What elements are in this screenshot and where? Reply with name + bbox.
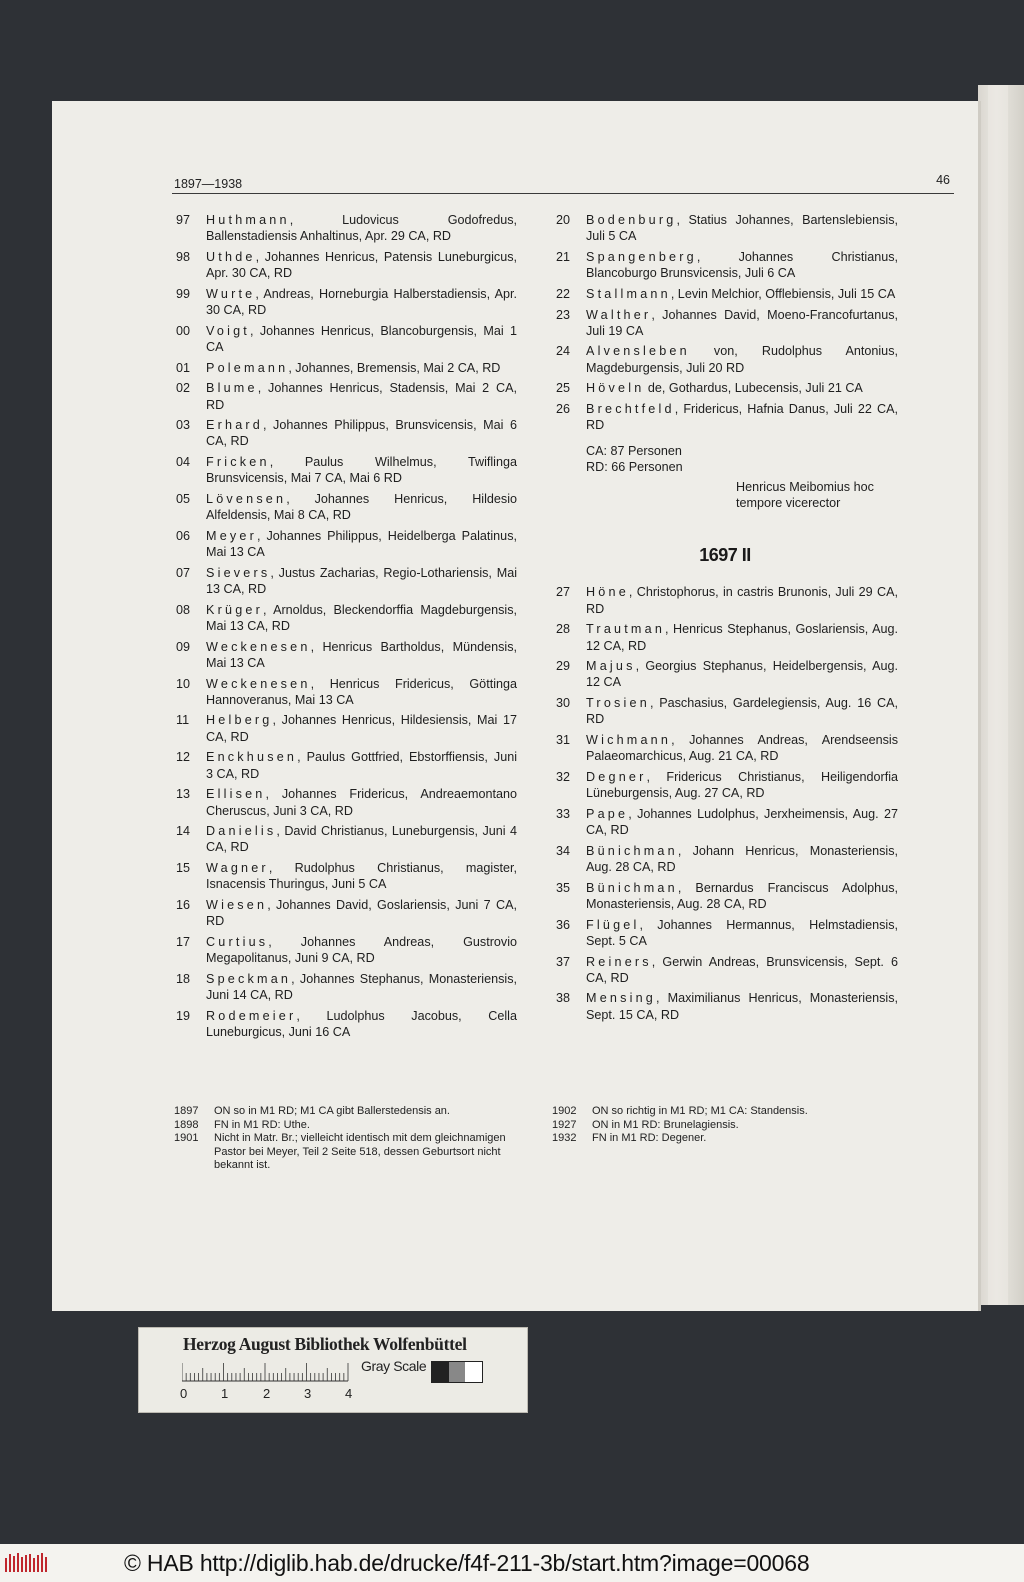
entry-surname: Wiesen bbox=[206, 898, 268, 913]
entry-details: de, Gothardus, Lubecensis, Juli 21 CA bbox=[644, 381, 863, 396]
entry-number: 31 bbox=[556, 733, 571, 748]
register-entry bbox=[172, 676, 517, 708]
register-entry bbox=[552, 990, 898, 1022]
register-entry bbox=[552, 380, 898, 396]
entry-details: , Henricus Stephanus, Goslariensis, Aug. 12 CA, RD bbox=[586, 622, 898, 653]
footnote bbox=[552, 1105, 912, 1119]
entry-surname: Reiners bbox=[586, 954, 652, 969]
footnote bbox=[552, 1132, 912, 1146]
entry-details: , Levin Melchior, Offlebiensis, Juli 15 CA bbox=[670, 286, 896, 301]
ruler-digit: 2 bbox=[263, 1386, 271, 1401]
entry-number: 30 bbox=[556, 696, 571, 711]
entry-details: , Johannes Henricus, Hildesio Alfeldensis, Mai 8 CA, RD bbox=[206, 492, 517, 523]
register-entry bbox=[552, 954, 898, 986]
entry-details: , Arnoldus, Bleckendorffia Magdeburgensis, Mai 13 CA, RD bbox=[206, 602, 517, 633]
register-entry bbox=[172, 602, 517, 634]
entry-details: , Paschasius, Gardelegiensis, Aug. 16 CA, RD bbox=[586, 696, 898, 727]
footnote-key: 1932 bbox=[552, 1132, 577, 1145]
entry-number: 06 bbox=[176, 528, 191, 543]
entry-details: , David Christianus, Luneburgensis, Juni 4 CA, RD bbox=[206, 824, 517, 855]
entry-surname: Trosien bbox=[586, 696, 650, 711]
entry-surname: Majus bbox=[586, 659, 636, 674]
entry-details: , Johannes Henricus, Blancoburgensis, Mai 1 CA bbox=[206, 323, 517, 354]
entry-surname: Uthde bbox=[206, 249, 256, 264]
register-entry bbox=[172, 249, 517, 281]
right-column bbox=[552, 212, 898, 1027]
entry-number: 13 bbox=[176, 787, 191, 802]
entry-text bbox=[586, 769, 898, 801]
register-entry bbox=[172, 639, 517, 671]
entry-surname: Curtius bbox=[206, 934, 269, 949]
footnote-text: Nicht in Matr. Br.; vielleicht identisch mit dem gleichnamigen Pastor bei Meyer, Teil 2 Seite 518, dessen Geburtsort nicht bekannt ist. bbox=[214, 1132, 506, 1172]
register-entry bbox=[172, 528, 517, 560]
entry-surname: Huthmann bbox=[206, 213, 290, 227]
register-entry bbox=[552, 286, 898, 302]
entry-text bbox=[586, 806, 898, 838]
register-entry bbox=[552, 621, 898, 653]
entry-details: , Henricus Fridericus, Göttinga Hannoveranus, Mai 13 CA bbox=[206, 676, 517, 707]
entry-details: , Johannes Andreas, Gustrovio Megapolitanus, Juni 9 CA, RD bbox=[206, 934, 517, 966]
entry-number: 28 bbox=[556, 622, 571, 637]
entry-surname: Blume bbox=[206, 381, 258, 396]
entry-number: 18 bbox=[176, 971, 191, 986]
entry-details: , Johannes, Bremensis, Mai 2 CA, RD bbox=[288, 360, 501, 375]
entry-surname: Degner bbox=[586, 769, 647, 784]
entry-surname: Polemann bbox=[206, 360, 289, 375]
register-entry bbox=[172, 454, 517, 486]
entry-details: , Johannes Hermannus, Helmstadiensis, Sept. 5 CA bbox=[586, 917, 898, 948]
footnote-key: 1902 bbox=[552, 1105, 577, 1117]
entry-surname: Sievers bbox=[206, 565, 271, 580]
entry-text bbox=[586, 621, 898, 653]
entry-surname: Höne bbox=[586, 585, 629, 600]
entry-text bbox=[206, 602, 517, 634]
entry-surname: Meyer bbox=[206, 528, 257, 543]
entry-number: 02 bbox=[176, 381, 191, 396]
entry-number: 33 bbox=[556, 806, 571, 821]
entry-number: 10 bbox=[176, 676, 191, 691]
register-entry bbox=[552, 732, 898, 764]
entry-surname: Erhard bbox=[206, 418, 263, 433]
entry-surname: Höveln bbox=[586, 381, 645, 396]
entry-text bbox=[206, 360, 517, 376]
section-heading: 1697 II bbox=[699, 545, 751, 566]
entry-details: , Statius Johannes, Bartenslebiensis, Juli 5 CA bbox=[586, 213, 898, 244]
entry-text bbox=[206, 491, 517, 523]
entry-surname: Fricken bbox=[206, 455, 270, 470]
register-entry bbox=[172, 491, 517, 523]
entry-number: 32 bbox=[556, 769, 571, 784]
entry-surname: Trautman bbox=[586, 622, 666, 637]
entry-surname: Bodenburg bbox=[586, 213, 677, 227]
entry-number: 16 bbox=[176, 898, 191, 913]
entry-details: , Johannes Philippus, Brunsvicensis, Mai 6 CA, RD bbox=[206, 418, 517, 449]
register-entry bbox=[172, 417, 517, 449]
entry-text bbox=[206, 860, 517, 892]
library-name: Herzog August Bibliothek Wolfenbüttel bbox=[183, 1334, 467, 1354]
register-entry bbox=[172, 749, 517, 781]
footnote bbox=[174, 1105, 534, 1119]
entry-details: , Johannes Ludolphus, Jerxheimensis, Aug. 27 CA, RD bbox=[586, 806, 898, 838]
entry-details: , Johannes David, Moeno-Francofurtanus, Juli 19 CA bbox=[586, 307, 898, 338]
library-color-chart bbox=[138, 1327, 528, 1413]
entry-text bbox=[206, 565, 517, 597]
entry-text bbox=[206, 639, 517, 671]
ruler-digit: 3 bbox=[304, 1386, 312, 1401]
gray-scale-label: Gray Scale bbox=[361, 1358, 427, 1374]
footnote-text: ON so richtig in M1 RD; M1 CA: Standensis. bbox=[592, 1105, 808, 1117]
entry-text bbox=[586, 380, 898, 396]
register-entry bbox=[172, 786, 517, 818]
entry-details: , Ludolphus Jacobus, Cella Luneburgicus, Juni 16 CA bbox=[206, 1008, 517, 1039]
entry-surname: Speckman bbox=[206, 971, 292, 986]
entry-text bbox=[206, 528, 517, 560]
entry-text bbox=[206, 417, 517, 449]
entry-number: 03 bbox=[176, 418, 191, 433]
register-entry bbox=[552, 806, 898, 838]
entry-text bbox=[586, 343, 898, 375]
entry-text bbox=[206, 286, 517, 318]
entry-text bbox=[586, 990, 898, 1022]
entry-details: , Gerwin Andreas, Brunsvicensis, Sept. 6 CA, RD bbox=[586, 954, 898, 985]
register-entry bbox=[172, 360, 517, 376]
rector-line-1: Henricus Meibomius hoc bbox=[736, 480, 874, 495]
entry-number: 11 bbox=[176, 713, 190, 728]
entry-details: , Paulus Wilhelmus, Twiflinga Brunsvicensis, Mai 7 CA, Mai 6 RD bbox=[206, 455, 517, 486]
entry-number: 23 bbox=[556, 307, 571, 322]
entry-surname: Voigt bbox=[206, 323, 251, 338]
register-entry bbox=[552, 584, 898, 616]
entry-surname: Helberg bbox=[206, 713, 273, 728]
entry-number: 17 bbox=[176, 934, 191, 949]
entry-surname: Wurte bbox=[206, 286, 256, 301]
entry-details: , Georgius Stephanus, Heidelbergensis, Aug. 12 CA bbox=[586, 659, 898, 690]
entry-details: , Johann Henricus, Monasteriensis, Aug. 28 CA, RD bbox=[586, 843, 898, 874]
entry-text bbox=[586, 286, 898, 302]
footnotes-right bbox=[552, 1105, 912, 1146]
entry-details: , Ludovicus Godofredus, Ballenstadiensis Anhaltinus, Apr. 29 CA, RD bbox=[206, 213, 517, 244]
entry-number: 27 bbox=[556, 585, 571, 600]
entry-number: 38 bbox=[556, 991, 571, 1006]
entry-surname: Alvensleben bbox=[586, 344, 690, 359]
source-url-link[interactable]: © HAB http://diglib.hab.de/drucke/f4f-211-3b/start.htm?image=00068 bbox=[124, 1550, 810, 1576]
footnote-key: 1898 bbox=[174, 1118, 199, 1131]
entry-surname: Weckenesen bbox=[206, 676, 311, 691]
entry-details: , Johannes Henricus, Hildesiensis, Mai 17 CA, RD bbox=[206, 713, 517, 744]
entry-text bbox=[586, 212, 898, 244]
page-number: 46 bbox=[936, 173, 950, 187]
summary-ca: CA: 87 Personen bbox=[586, 444, 682, 459]
entry-number: 08 bbox=[176, 602, 191, 617]
running-head bbox=[172, 173, 954, 194]
entry-details: , Johannes Christianus, Blancoburgo Brunsvicensis, Juli 6 CA bbox=[586, 249, 898, 281]
ruler-scale bbox=[182, 1362, 360, 1382]
register-entry bbox=[172, 212, 517, 244]
entry-surname: Bünichman bbox=[586, 880, 678, 895]
entry-number: 97 bbox=[176, 213, 191, 227]
entry-number: 04 bbox=[176, 455, 191, 470]
entry-text bbox=[586, 732, 898, 764]
register-entry bbox=[172, 860, 517, 892]
entry-text bbox=[586, 584, 898, 616]
entry-number: 15 bbox=[176, 861, 191, 876]
entry-surname: Stallmann bbox=[586, 286, 671, 301]
rector-line-2: tempore vicerector bbox=[736, 496, 841, 511]
entry-number: 24 bbox=[556, 344, 571, 359]
register-entry bbox=[552, 249, 898, 281]
register-entry bbox=[172, 323, 517, 355]
entry-details: , Johannes Henricus, Patensis Luneburgicus, Apr. 30 CA, RD bbox=[206, 249, 517, 281]
register-entry bbox=[172, 712, 517, 744]
entry-details: , Johannes Andreas, Arendseensis Palaeomarchicus, Aug. 21 CA, RD bbox=[586, 733, 898, 764]
entry-text bbox=[206, 323, 517, 355]
entry-number: 14 bbox=[176, 824, 191, 839]
entry-details: , Henricus Bartholdus, Mündensis, Mai 13 CA bbox=[206, 639, 517, 670]
entry-number: 21 bbox=[556, 249, 571, 264]
entry-number: 34 bbox=[556, 843, 571, 858]
entry-text bbox=[586, 249, 898, 281]
entry-text bbox=[586, 880, 898, 912]
entry-number: 20 bbox=[556, 213, 571, 227]
footnote-text: FN in M1 RD: Uthe. bbox=[214, 1118, 310, 1131]
entry-details: , Johannes Henricus, Stadensis, Mai 2 CA, RD bbox=[206, 381, 517, 412]
entry-surname: Lövensen bbox=[206, 492, 287, 507]
entry-surname: Enckhusen bbox=[206, 750, 298, 765]
entry-details: von, Rudolphus Antonius, Magdeburgensis, Juli 20 RD bbox=[586, 344, 898, 375]
entry-number: 12 bbox=[176, 750, 191, 765]
entry-surname: Wagner bbox=[206, 861, 269, 876]
register-entry bbox=[172, 380, 517, 412]
entry-details: , Johannes Stephanus, Monasteriensis, Juni 14 CA, RD bbox=[206, 971, 517, 1003]
footnote-key: 1897 bbox=[174, 1105, 199, 1117]
register-entry bbox=[552, 880, 898, 912]
entry-number: 99 bbox=[176, 286, 191, 301]
ruler-digit: 0 bbox=[180, 1386, 188, 1401]
entry-surname: Brechtfeld bbox=[586, 402, 675, 417]
register-entry bbox=[172, 286, 517, 318]
entry-details: , Rudolphus Christianus, magister, Isnacensis Thuringus, Juni 5 CA bbox=[206, 861, 517, 892]
entry-surname: Bünichman bbox=[586, 843, 678, 858]
entry-details: , Johannes Philippus, Heidelberga Palatinus, Mai 13 CA bbox=[206, 528, 517, 560]
entry-surname: Krüger bbox=[206, 602, 263, 617]
register-entry bbox=[172, 1008, 517, 1040]
register-entry bbox=[172, 971, 517, 1003]
entry-text bbox=[586, 401, 898, 433]
register-entry bbox=[552, 769, 898, 801]
entry-text bbox=[206, 749, 517, 781]
register-entry bbox=[552, 695, 898, 727]
entry-surname: Mensing bbox=[586, 991, 657, 1006]
entry-number: 00 bbox=[176, 323, 191, 338]
footnote-key: 1901 bbox=[174, 1132, 199, 1145]
entry-details: , Fridericus, Hafnia Danus, Juli 22 CA, RD bbox=[586, 402, 898, 433]
entry-surname: Weckenesen bbox=[206, 639, 311, 654]
entry-text bbox=[206, 823, 517, 855]
footnote-key: 1927 bbox=[552, 1118, 577, 1131]
entry-number: 05 bbox=[176, 492, 191, 507]
summary-counts bbox=[552, 443, 898, 475]
footnote bbox=[552, 1119, 912, 1133]
entry-details: , Christophorus, in castris Brunonis, Juli 29 CA, RD bbox=[586, 585, 898, 616]
entry-surname: Rodemeier bbox=[206, 1008, 297, 1023]
entry-details: , Maximilianus Henricus, Monasteriensis, Sept. 15 CA, RD bbox=[586, 991, 898, 1022]
register-entry bbox=[172, 934, 517, 966]
summary-rd: RD: 66 Personen bbox=[586, 460, 683, 475]
viewer-footer bbox=[0, 1544, 1024, 1582]
entry-surname: Danielis bbox=[206, 824, 277, 839]
entry-text bbox=[206, 454, 517, 486]
register-entry bbox=[552, 307, 898, 339]
entry-text bbox=[206, 380, 517, 412]
entry-text bbox=[586, 917, 898, 949]
entry-text bbox=[206, 249, 517, 281]
entry-text bbox=[206, 1008, 517, 1040]
entry-text bbox=[586, 307, 898, 339]
entry-number: 01 bbox=[176, 360, 191, 375]
footnote-text: ON in M1 RD: Brunelagiensis. bbox=[592, 1118, 739, 1131]
footnote-text: FN in M1 RD: Degener. bbox=[592, 1132, 707, 1145]
book-page bbox=[52, 101, 981, 1311]
entry-text bbox=[206, 712, 517, 744]
entry-number: 35 bbox=[556, 880, 571, 895]
register-entry bbox=[172, 565, 517, 597]
register-entry bbox=[552, 843, 898, 875]
ruler-digit: 1 bbox=[221, 1386, 229, 1401]
entry-details: , Justus Zacharias, Regio-Lothariensis, Mai 13 CA, RD bbox=[206, 565, 517, 597]
entry-text bbox=[586, 658, 898, 690]
register-entry bbox=[552, 658, 898, 690]
entry-text bbox=[206, 212, 517, 244]
register-entry bbox=[552, 212, 898, 244]
entry-number: 22 bbox=[556, 286, 571, 301]
footnote bbox=[174, 1119, 534, 1133]
footnotes-left bbox=[174, 1105, 534, 1173]
gray-scale-swatch bbox=[431, 1361, 483, 1383]
footnote-text: ON so in M1 RD; M1 CA gibt Ballerstedensis an. bbox=[214, 1105, 450, 1117]
entry-text bbox=[586, 843, 898, 875]
entry-details: , Bernardus Franciscus Adolphus, Monasteriensis, Aug. 28 CA, RD bbox=[586, 880, 898, 911]
entry-number: 29 bbox=[556, 659, 571, 674]
entry-text bbox=[586, 695, 898, 727]
ruler-digit: 4 bbox=[345, 1386, 353, 1401]
entry-number: 19 bbox=[176, 1008, 191, 1023]
entry-surname: Ellisen bbox=[206, 787, 266, 802]
entry-text bbox=[586, 954, 898, 986]
entry-text bbox=[206, 897, 517, 929]
entry-details: , Fridericus Christianus, Heiligendorfia Lüneburgensis, Aug. 27 CA, RD bbox=[586, 769, 898, 801]
rector-note bbox=[552, 479, 898, 511]
entry-number: 07 bbox=[176, 565, 191, 580]
entry-text bbox=[206, 676, 517, 708]
register-entry bbox=[172, 823, 517, 855]
entry-text bbox=[206, 786, 517, 818]
entry-details: , Johannes David, Goslariensis, Juni 7 CA, RD bbox=[206, 898, 517, 929]
entry-details: , Paulus Gottfried, Ebstorffiensis, Juni 3 CA, RD bbox=[206, 750, 517, 781]
entry-surname: Pape bbox=[586, 806, 629, 821]
entry-surname: Flügel bbox=[586, 917, 640, 932]
footnote bbox=[174, 1132, 534, 1173]
entry-number: 98 bbox=[176, 249, 191, 264]
entry-details: , Andreas, Horneburgia Halberstadiensis, Apr. 30 CA, RD bbox=[206, 286, 517, 318]
running-head-range: 1897—1938 bbox=[174, 177, 243, 191]
register-entry bbox=[552, 343, 898, 375]
entry-number: 36 bbox=[556, 917, 571, 932]
hab-logo-icon bbox=[4, 1552, 48, 1574]
adjacent-page-strip bbox=[978, 85, 1024, 1305]
entry-text bbox=[206, 934, 517, 966]
entry-surname: Walther bbox=[586, 307, 652, 322]
entry-number: 37 bbox=[556, 954, 571, 969]
entry-number: 25 bbox=[556, 381, 571, 396]
entry-surname: Wichmann bbox=[586, 733, 672, 748]
register-entry bbox=[552, 917, 898, 949]
entry-details: , Johannes Fridericus, Andreaemontano Cheruscus, Juni 3 CA, RD bbox=[206, 787, 517, 818]
right-entries-first bbox=[552, 212, 898, 433]
entry-number: 26 bbox=[556, 402, 571, 417]
entry-number: 09 bbox=[176, 639, 191, 654]
entry-surname: Spangenberg bbox=[586, 249, 697, 264]
register-entry bbox=[172, 897, 517, 929]
left-column bbox=[172, 212, 517, 1045]
entry-text bbox=[206, 971, 517, 1003]
register-entry bbox=[552, 401, 898, 433]
right-entries-second bbox=[552, 584, 898, 1022]
